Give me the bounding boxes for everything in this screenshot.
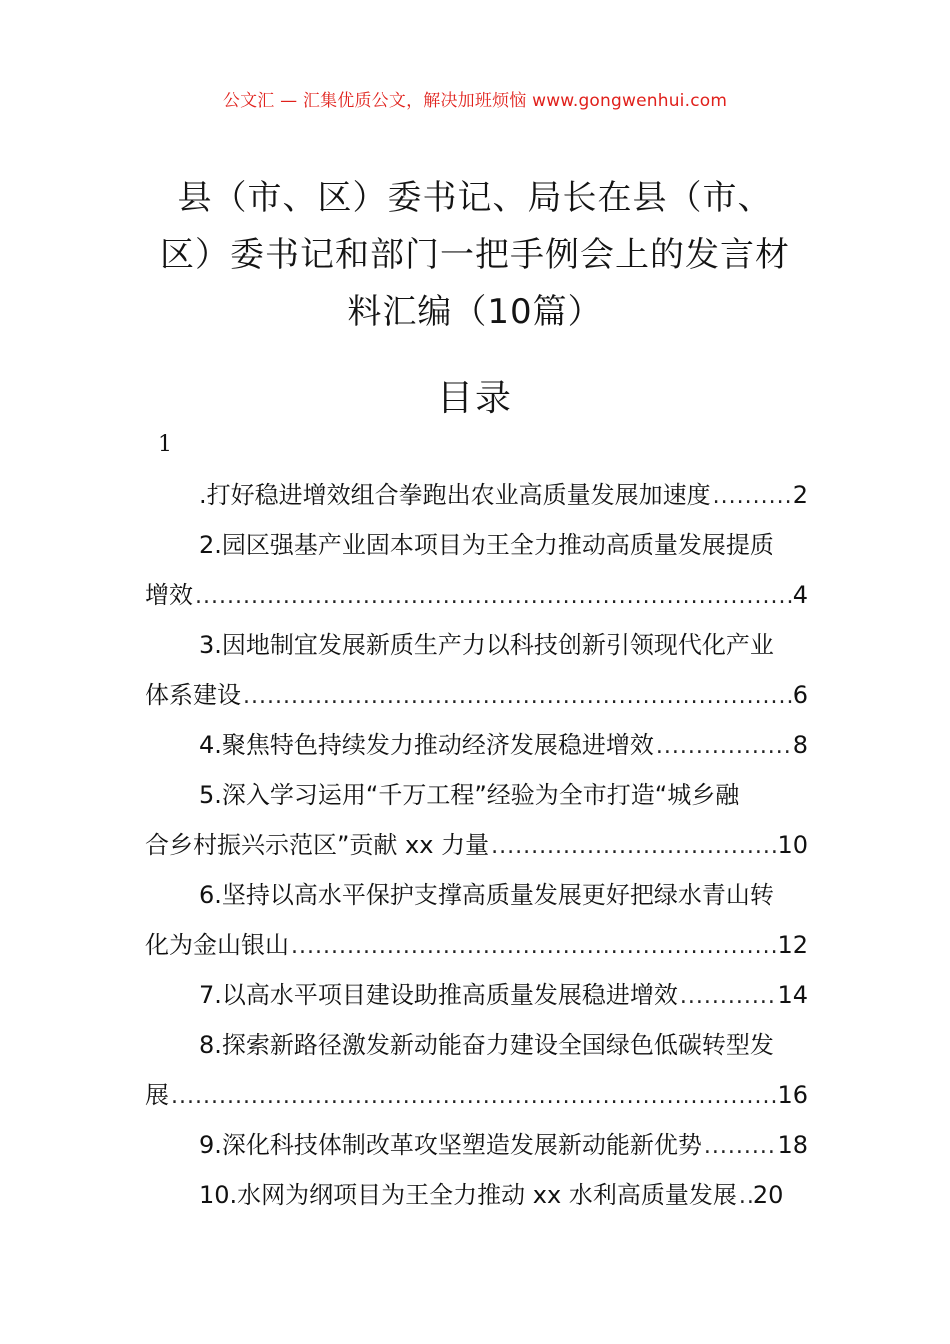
toc-item-1[interactable] — [145, 470, 808, 520]
toc-item-text: 7.以高水平项目建设助推高质量发展稳进增效 — [199, 981, 678, 1009]
toc-heading: 目录 — [436, 378, 513, 419]
toc-leader-dots — [489, 822, 777, 870]
toc-item-text: 6.坚持以高水平保护支撑高质量发展更好把绿水青山转 — [199, 881, 774, 909]
document-title — [150, 170, 800, 341]
toc-item-text-cont: 合乡村振兴示范区”贡献 xx 力量 — [145, 831, 490, 859]
toc-item-text-cont: 体系建设 — [145, 681, 241, 709]
toc-page-number: 18 — [777, 1131, 808, 1159]
toc-item-text: .打好稳进增效组合拳跑出农业高质量发展加速度 — [199, 481, 711, 509]
toc-item-4[interactable] — [145, 720, 808, 770]
toc-item-10[interactable] — [145, 1170, 808, 1220]
toc-leader-dots — [737, 1172, 753, 1220]
toc-page-number: 12 — [777, 931, 808, 959]
toc-item-text: 2.园区强基产业固本项目为王全力推动高质量发展提质 — [199, 531, 774, 559]
title-line-2: 区）委书记和部门一把手例会上的发言材 — [160, 235, 790, 275]
toc-item-3[interactable] — [145, 620, 808, 670]
toc-item-5[interactable] — [145, 770, 808, 820]
toc-leader-dots — [193, 572, 793, 620]
toc-item-8-continued[interactable] — [145, 1070, 808, 1120]
toc-item-text: 10.水网为纲项目为王全力推动 xx 水利高质量发展 — [199, 1181, 737, 1209]
toc-item-text: 3.因地制宜发展新质生产力以科技创新引领现代化产业 — [199, 631, 774, 659]
toc-item-5-continued[interactable] — [145, 820, 808, 870]
toc-leader-dots — [654, 722, 793, 770]
toc-page-number: 8 — [792, 731, 808, 759]
toc-leader-dots — [241, 672, 793, 720]
toc-leader-dots — [702, 1122, 778, 1170]
toc-leader-dots — [169, 1072, 777, 1120]
stray-number: 1 — [158, 432, 172, 457]
toc-item-2-continued[interactable] — [145, 570, 808, 620]
toc-leader-dots — [289, 922, 777, 970]
toc-item-text-cont: 展 — [145, 1081, 169, 1109]
toc-item-9[interactable] — [145, 1120, 808, 1170]
toc-page-number: 2 — [792, 481, 808, 509]
toc-item-6[interactable] — [145, 870, 808, 920]
toc-item-text-cont: 增效 — [145, 581, 193, 609]
toc-item-text: 9.深化科技体制改革攻坚塑造发展新动能新优势 — [199, 1131, 702, 1159]
toc-page-number: 20 — [752, 1181, 784, 1209]
table-of-contents — [145, 470, 808, 1220]
toc-item-2[interactable] — [145, 520, 808, 570]
toc-item-8[interactable] — [145, 1020, 808, 1070]
toc-item-text: 8.探索新路径激发新动能奋力建设全国绿色低碳转型发 — [199, 1031, 774, 1059]
toc-page-number: 10 — [777, 831, 808, 859]
toc-leader-dots — [678, 972, 778, 1020]
toc-item-text: 5.深入学习运用“千万工程”经验为全市打造“城乡融 — [199, 781, 740, 809]
toc-item-3-continued[interactable] — [145, 670, 808, 720]
header-banner[interactable]: 公文汇 — 汇集优质公文，解决加班烦恼 www.gongwenhui.com — [222, 91, 728, 111]
toc-item-text-cont: 化为金山银山 — [145, 931, 289, 959]
title-line-3: 料汇编（10篇） — [347, 292, 603, 332]
title-line-1: 县（市、区）委书记、局长在县（市、 — [177, 178, 773, 218]
toc-item-6-continued[interactable] — [145, 920, 808, 970]
toc-item-text: 4.聚焦特色持续发力推动经济发展稳进增效 — [199, 731, 654, 759]
toc-page-number: 4 — [792, 581, 808, 609]
toc-page-number: 14 — [777, 981, 808, 1009]
toc-item-7[interactable] — [145, 970, 808, 1020]
toc-leader-dots — [711, 472, 793, 520]
toc-page-number: 6 — [792, 681, 808, 709]
toc-page-number: 16 — [777, 1081, 808, 1109]
